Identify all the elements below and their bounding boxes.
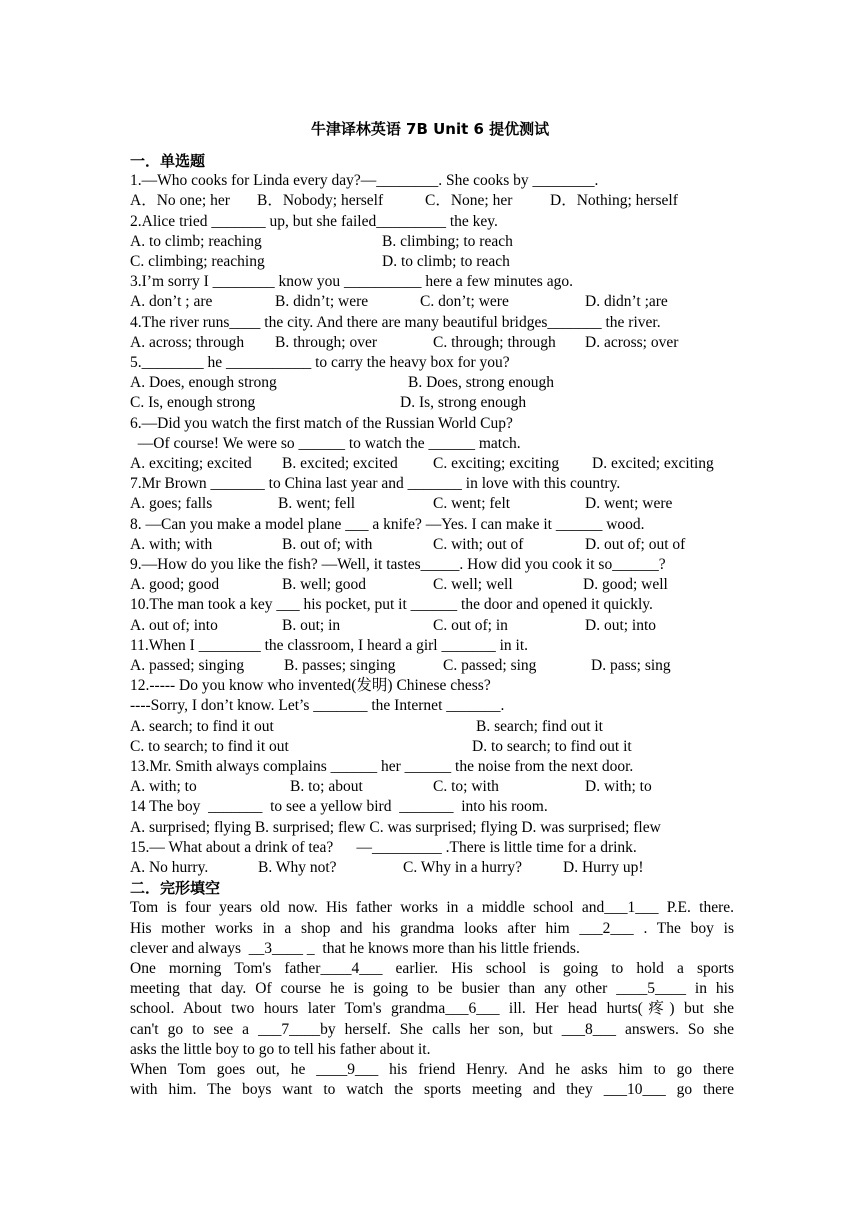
section-heading-cloze: 二．完形填空 [130,879,221,898]
answer-option: A. out of; into [130,616,218,634]
answer-option: C. to search; to find it out [130,737,289,755]
question-stem: 5.________ he ___________ to carry the heavy box for you? [130,354,510,371]
answer-option: C. exciting; exciting [433,455,560,472]
answer-option: D. Is, strong enough [400,394,527,412]
answer-option: D. went; were [585,495,673,513]
page-title: 牛津译林英语 7B Unit 6 提优测试 [310,120,550,138]
answer-option: B. out; in [282,616,341,634]
answer-option: D. didn’t ;are [585,293,668,311]
answer-option: B. search; find out it [476,717,603,735]
question-stem: 9.—How do you like the fish? —Well, it tastes_____. How did you cook it so______? [130,556,666,573]
answer-option: D. Hurry up! [563,859,644,876]
question-stem: —Of course! We were so ______ to watch the ______ match. [130,434,521,452]
question-stem: 3.I’m sorry I ________ know you __________ here a few minutes ago. [130,273,573,291]
answer-option: B. didn’t; were [275,293,369,311]
cloze-passage-line: When Tom goes out, he ____9___ his friend Henry. And he asks him to go there [130,1061,734,1078]
cloze-passage-line: Tom is four years old now. His father works in a middle school and___1___ P.E. there. [130,899,734,917]
answer-option: B．Nobody; herself [257,192,384,210]
answer-option: A. to climb; reaching [130,232,262,250]
answer-option: A. Does, enough strong [130,374,277,392]
cloze-passage-line: His mother works in a shop and his grandma looks after him ___2___ . The boy is [130,919,734,937]
question-stem: 4.The river runs____ the city. And there are many beautiful bridges_______ the river. [130,313,661,331]
answer-option: D．Nothing; herself [550,192,678,210]
answer-option: C. out of; in [433,616,508,634]
answer-option: D. out of; out of [585,535,686,553]
answer-option: A. across; through [130,333,245,351]
answer-option: B. well; good [282,576,366,594]
answer-option: C. through; through [433,333,556,351]
question-stem: 6.—Did you watch the first match of the Russian World Cup? [130,414,513,432]
answer-option: C. went; felt [433,495,511,513]
answer-option: C. passed; sing [443,657,537,674]
question-stem: 12.----- Do you know who invented(发明) Chinese chess? [130,677,491,695]
answer-option: A. search; to find it out [130,717,274,735]
section-heading-single-choice: 一．单选题 [130,152,206,170]
answer-option: D. with; to [585,778,652,796]
question-stem: 10.The man took a key ___ his pocket, put it ______ the door and opened it quickly. [130,596,653,614]
answer-option: C. to; with [433,778,499,796]
answer-option: B. passes; singing [284,657,396,674]
answer-option: C. Why in a hurry? [403,859,522,876]
answer-option: A. No hurry. [130,859,209,876]
question-stem: 11.When I ________ the classroom, I heard a girl _______ in it. [130,636,529,654]
answer-option: B. out of; with [282,535,373,553]
answer-option: D. across; over [585,333,679,351]
answer-option: D. to search; to find out it [472,737,632,755]
question-stem: ----Sorry, I don’t know. Let’s _______ the Internet _______. [130,697,505,715]
cloze-passage-line: can't go to see a ___7____by herself. She calls her son, but ___8___ answers. So she [130,1020,734,1038]
answer-option: D. out; into [585,616,657,634]
cloze-passage-line: school. About two hours later Tom's grandma___6___ ill. Her head hurts(疼) but she [130,1000,734,1018]
answer-option: A. passed; singing [130,657,245,674]
answer-option: A. exciting; excited [130,455,252,472]
cloze-passage-line: meeting that day. Of course he is going to be busier than any other ____5____ in his [130,980,734,998]
question-stem: 14 The boy _______ to see a yellow bird _______ into his room. [130,798,548,816]
answer-option: A. with; with [130,535,213,553]
answer-option: C. climbing; reaching [130,253,265,270]
answer-option: B. climbing; to reach [382,232,513,250]
cloze-passage-line: clever and always __3____ _ that he knows more than his little friends. [130,939,580,957]
answer-option: A. don’t ; are [130,293,213,311]
question-stem: 8. —Can you make a model plane ___ a knife? —Yes. I can make it ______ wood. [130,515,645,533]
question-stem: 1.—Who cooks for Linda every day?—________. She cooks by ________. [130,172,599,190]
answer-option: D. pass; sing [591,657,671,674]
answer-option: C．None; her [425,192,513,210]
answer-option: C. well; well [433,576,513,594]
answer-option: A. goes; falls [130,495,213,513]
answer-option: B. Does, strong enough [408,374,554,392]
question-stem: 13.Mr. Smith always complains ______ her ______ the noise from the next door. [130,758,634,775]
answer-option: B. excited; excited [282,455,398,472]
cloze-passage-line: with him. The boys want to watch the sports meeting and they ___10___ go there [130,1081,734,1099]
cloze-passage-line: asks the little boy to go to tell his father about it. [130,1040,431,1058]
answer-option: B. through; over [275,333,378,351]
answer-option: C. Is, enough strong [130,394,256,412]
cloze-passage-line: One morning Tom's father____4___ earlier. His school is going to hold a sports [130,960,734,977]
answer-option: A. good; good [130,576,220,594]
answer-option: C. with; out of [433,535,524,553]
answer-option: D. to climb; to reach [382,253,510,270]
answer-option: B. Why not? [258,859,337,876]
question-stem: 7.Mr Brown _______ to China last year and _______ in love with this country. [130,475,621,493]
answer-option: A．No one; her [130,192,230,210]
answer-option: A. with; to [130,778,197,796]
answer-option: B. went; fell [278,495,356,513]
answer-option: B. to; about [290,778,363,796]
answer-option: D. good; well [583,576,668,594]
question-stem: 2.Alice tried _______ up, but she failed_________ the key. [130,212,498,230]
answer-option: D. excited; exciting [592,455,714,472]
question-stem: 15.— What about a drink of tea? —_________ .There is little time for a drink. [130,838,637,856]
answer-option: C. don’t; were [420,293,509,311]
answer-option: A. surprised; flying B. surprised; flew C. was surprised; flying D. was surprised; flew [130,818,661,836]
